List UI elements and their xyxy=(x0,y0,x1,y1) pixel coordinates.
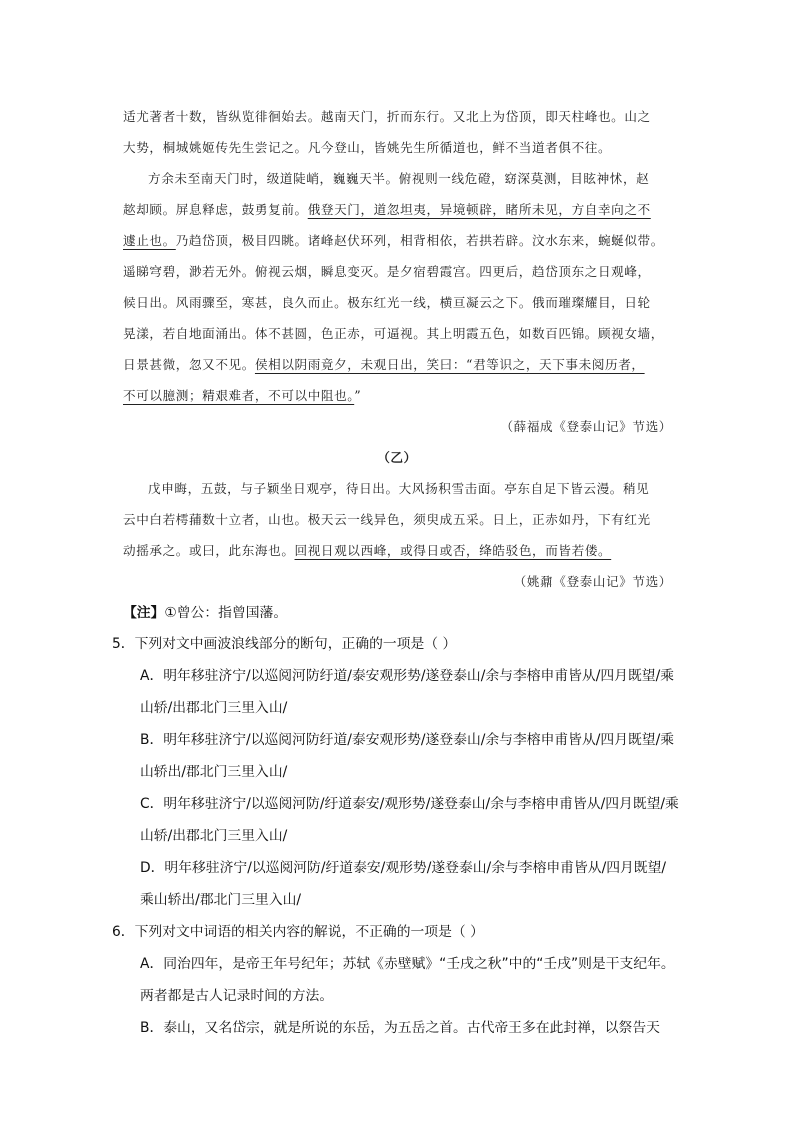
passage-yi-source: （姚鼐《登泰山记》节选） xyxy=(513,574,672,589)
passage-jia-line xyxy=(123,106,651,125)
text-segment: 晃漾，若自地面涌出。体不甚圆，色正赤，可逼视。其上明霞五色，如数百匹锦。顾视女墙， xyxy=(123,326,664,341)
text-segment: 方余未至南天门时，级道陡峭，巍巍天半。俯视则一线危磴，窈深莫测，目眩神怵，赵 xyxy=(148,171,650,186)
text-segment: 日景甚微，忽又不见。 xyxy=(123,357,255,372)
option-c-line-1: C．明年移驻济宁/以巡阅河防/纡道泰安/观形势/遂登泰山/余与李榕申甫皆从/四月既望/乘 xyxy=(140,796,679,812)
underlined-sentence: 侯相以阴雨竟夕，未观日出，笑曰：“君等识之，天下事未阅历者， xyxy=(254,357,645,372)
passage-jia-line xyxy=(123,261,651,280)
passage-jia-line xyxy=(123,354,645,373)
passage-jia-line xyxy=(123,230,664,249)
underlined-sentence: 不可以臆测；精艰难者，不可以中阻也。 xyxy=(123,388,355,403)
passage-jia-line xyxy=(123,385,361,404)
passage-yi-line xyxy=(123,509,651,528)
text-segment: ” xyxy=(354,388,362,403)
text-segment: 云中白若樗蒱数十立者，山也。极天云一线异色，须臾成五采。日上，正赤如丹，下有红光 xyxy=(123,512,651,527)
option-c-line-2: 山轿/出郡北门三里入山/ xyxy=(140,828,288,844)
passage-yi-line xyxy=(148,478,649,497)
footnote xyxy=(123,601,287,621)
passage-jia-line xyxy=(123,292,651,311)
option-a-line-1: A．明年移驻济宁/以巡阅河防纡道/泰安观形势/遂登泰山/余与李榕申甫皆从/四月既望/乘 xyxy=(140,668,675,684)
text-segment: 趑却顾。屏息释虑，鼓勇复前。 xyxy=(123,202,308,217)
option-a-line-1: A．同治四年，是帝王年号纪年；苏轼《赤壁赋》“壬戌之秋”中的“壬戌”则是干支纪年。 xyxy=(140,956,675,972)
passage-jia-line xyxy=(123,199,651,218)
option-b-line-1: B．明年移驻济宁/以巡阅河防纡道/泰安观形势/遂登泰山/余与李榕申甫皆从/四月既望/乘 xyxy=(140,732,675,748)
option-d-line-1: D．明年移驻济宁/以巡阅河防/纡道泰安/观形势/遂登泰山/余与李榕申甫皆从/四月既望/ xyxy=(140,860,667,876)
underlined-sentence: 遽止也。 xyxy=(123,233,176,248)
text-segment: 戊申晦，五鼓，与子颖坐日观亭，待日出。大风扬积雪击面。亭东自足下皆云漫。稍见 xyxy=(148,481,650,496)
passage-yi-heading: （乙） xyxy=(377,450,417,465)
option-b-line-2: 山轿出/郡北门三里入山/ xyxy=(140,764,288,780)
footnote-label: 【注】 xyxy=(123,605,165,621)
option-d-line-2: 乘山轿出/郡北门三里入山/ xyxy=(140,892,302,908)
underlined-sentence: 俄登天门，道忽坦夷，异境顿辟，睹所未见，方自幸向之不 xyxy=(307,202,651,217)
text-segment: 乃趋岱顶，极目四眺。诸峰赵伏环列，相背相依，若拱若辟。汶水东来，蜿蜒似带。 xyxy=(175,233,664,248)
passage-jia-line xyxy=(123,323,664,342)
text-segment: 适尤著者十数，皆纵览徘徊始去。越南天门，折而东行。又北上为岱顶，即天柱峰也。山之 xyxy=(123,109,651,124)
passage-jia-line xyxy=(123,137,611,156)
text-segment: 遥睇穹碧，渺若无外。俯视云烟，瞬息变灭。是夕宿碧霞宫。四更后，趋岱顶东之日观峰， xyxy=(123,264,651,279)
passage-yi-line xyxy=(123,540,611,559)
option-a-line-2: 山轿/出郡北门三里入山/ xyxy=(140,700,288,716)
passage-jia-line xyxy=(148,168,649,187)
passage-jia-source: （薛福成《登泰山记》节选） xyxy=(500,419,672,434)
text-segment: 大势，桐城姚姬传先生尝记之。凡今登山，皆姚先生所循道也，鲜不当道者俱不往。 xyxy=(123,140,612,155)
question-stem: 6．下列对文中词语的相关内容的解说，不正确的一项是（ ） xyxy=(112,924,484,940)
text-segment: 候日出。风雨骤至，寒甚，良久而止。极东红光一线，横亘凝云之下。俄而璀璨耀目，日轮 xyxy=(123,295,651,310)
footnote-text: ①曾公：指曾国藩。 xyxy=(164,605,288,621)
option-b-line-1: B．泰山，又名岱宗，就是所说的东岳，为五岳之首。古代帝王多在此封禅，以祭告天 xyxy=(140,1020,660,1036)
underlined-sentence: 回视日观以西峰，或得日或否，绛皓驳色，而皆若偻。 xyxy=(294,543,612,558)
text-segment: 动摇承之。或曰，此东海也。 xyxy=(123,543,295,558)
option-a-line-2: 两者都是古人记录时间的方法。 xyxy=(140,988,334,1004)
question-stem: 5．下列对文中画波浪线部分的断句，正确的一项是（ ） xyxy=(112,636,457,652)
